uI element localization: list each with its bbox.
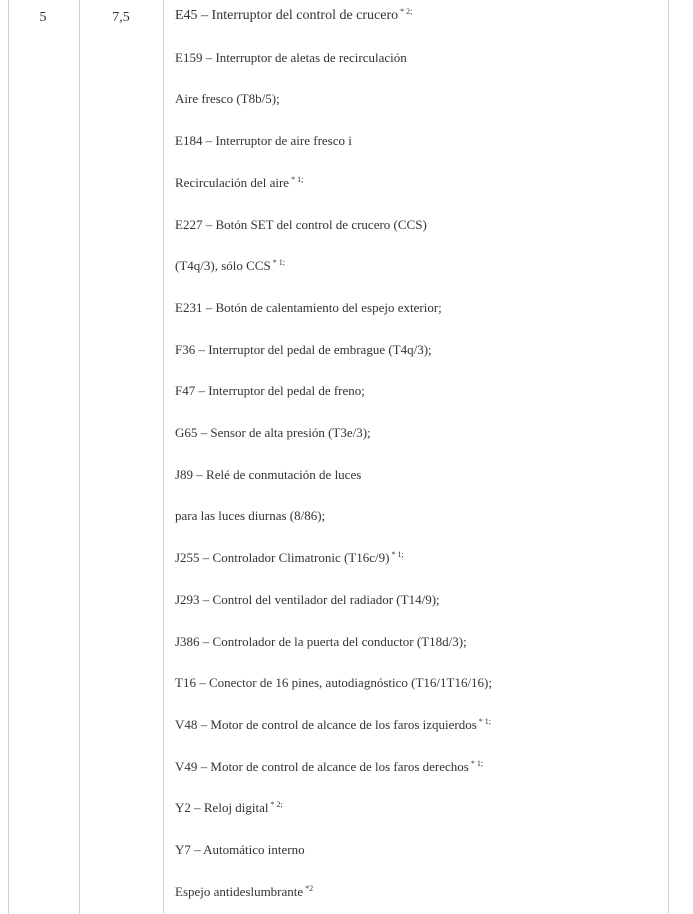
list-item xyxy=(175,841,305,859)
list-item xyxy=(175,299,442,317)
list-item xyxy=(175,132,352,150)
list-item xyxy=(175,174,303,192)
list-item-text: (T4q/3), sólo CCS xyxy=(175,258,271,274)
list-item xyxy=(175,216,427,234)
fuse-amperage-cell: 7,5 xyxy=(112,10,130,25)
list-item xyxy=(175,674,492,692)
list-item-text: E159 – Interruptor de aletas de recirculación xyxy=(175,49,407,65)
list-item xyxy=(175,424,371,442)
list-item-text: E231 – Botón de calentamiento del espejo exterior; xyxy=(175,299,442,315)
list-item-text: V49 – Motor de control de alcance de los faros derechos xyxy=(175,758,469,774)
table-border-right xyxy=(668,0,669,914)
list-item-text: J293 – Control del ventilador del radiador (T14/9); xyxy=(175,591,440,607)
list-item-text: Y2 – Reloj digital xyxy=(175,800,269,816)
list-item-text: Aire fresco (T8b/5); xyxy=(175,91,280,107)
list-item-text: V48 – Motor de control de alcance de los faros izquierdos xyxy=(175,716,477,732)
list-item-text: F47 – Interruptor del pedal de freno; xyxy=(175,383,365,399)
list-item-text: T16 – Conector de 16 pines, autodiagnóstico (T16/1T16/16); xyxy=(175,675,492,691)
list-item xyxy=(175,549,404,567)
table-border-left xyxy=(8,0,9,914)
list-item-text: J255 – Controlador Climatronic (T16c/9) xyxy=(175,550,390,566)
list-item-text: Recirculación del aire xyxy=(175,174,290,190)
list-item-text: E227 – Botón SET del control de crucero (CCS) xyxy=(175,216,427,232)
footnote-marker: * 1; xyxy=(291,174,304,184)
list-item-text: F36 – Interruptor del pedal de embrague (T4q/3); xyxy=(175,341,432,357)
list-item xyxy=(175,758,483,776)
list-item-text: E45 – Interruptor del control de crucero xyxy=(175,8,399,23)
list-item xyxy=(175,799,283,817)
list-item-text: J386 – Controlador de la puerta del conductor (T18d/3); xyxy=(175,633,467,649)
footnote-marker: * 2; xyxy=(400,7,413,16)
list-item xyxy=(175,591,440,609)
fuse-number-cell: 5 xyxy=(39,10,47,25)
list-item-text: Espejo antideslumbrante xyxy=(175,883,304,899)
list-item-text: J89 – Relé de conmutación de luces xyxy=(175,466,362,482)
list-item-text: G65 – Sensor de alta presión (T3e/3); xyxy=(175,425,371,440)
list-item xyxy=(175,716,491,734)
column-divider-1 xyxy=(79,0,80,914)
footnote-marker: * 1; xyxy=(470,758,484,768)
list-item-text: E184 – Interruptor de aire fresco i xyxy=(175,133,352,149)
footnote-marker: * 1; xyxy=(391,550,404,560)
list-item xyxy=(175,7,412,25)
list-item xyxy=(175,90,280,108)
list-item xyxy=(175,466,361,484)
list-item xyxy=(175,382,365,400)
list-item-text: Y7 – Automático interno xyxy=(175,842,305,857)
list-item xyxy=(175,341,432,359)
list-item xyxy=(175,507,325,525)
list-item xyxy=(175,257,285,275)
list-item xyxy=(175,633,467,651)
column-divider-2 xyxy=(163,0,164,914)
footnote-marker: * 1; xyxy=(478,716,492,726)
list-item xyxy=(175,49,407,67)
footnote-marker: *2 xyxy=(305,883,314,893)
list-item-text: para las luces diurnas (8/86); xyxy=(175,508,326,524)
footnote-marker: * 1; xyxy=(272,258,285,268)
list-item xyxy=(175,883,313,901)
footnote-marker: * 2; xyxy=(270,800,283,810)
